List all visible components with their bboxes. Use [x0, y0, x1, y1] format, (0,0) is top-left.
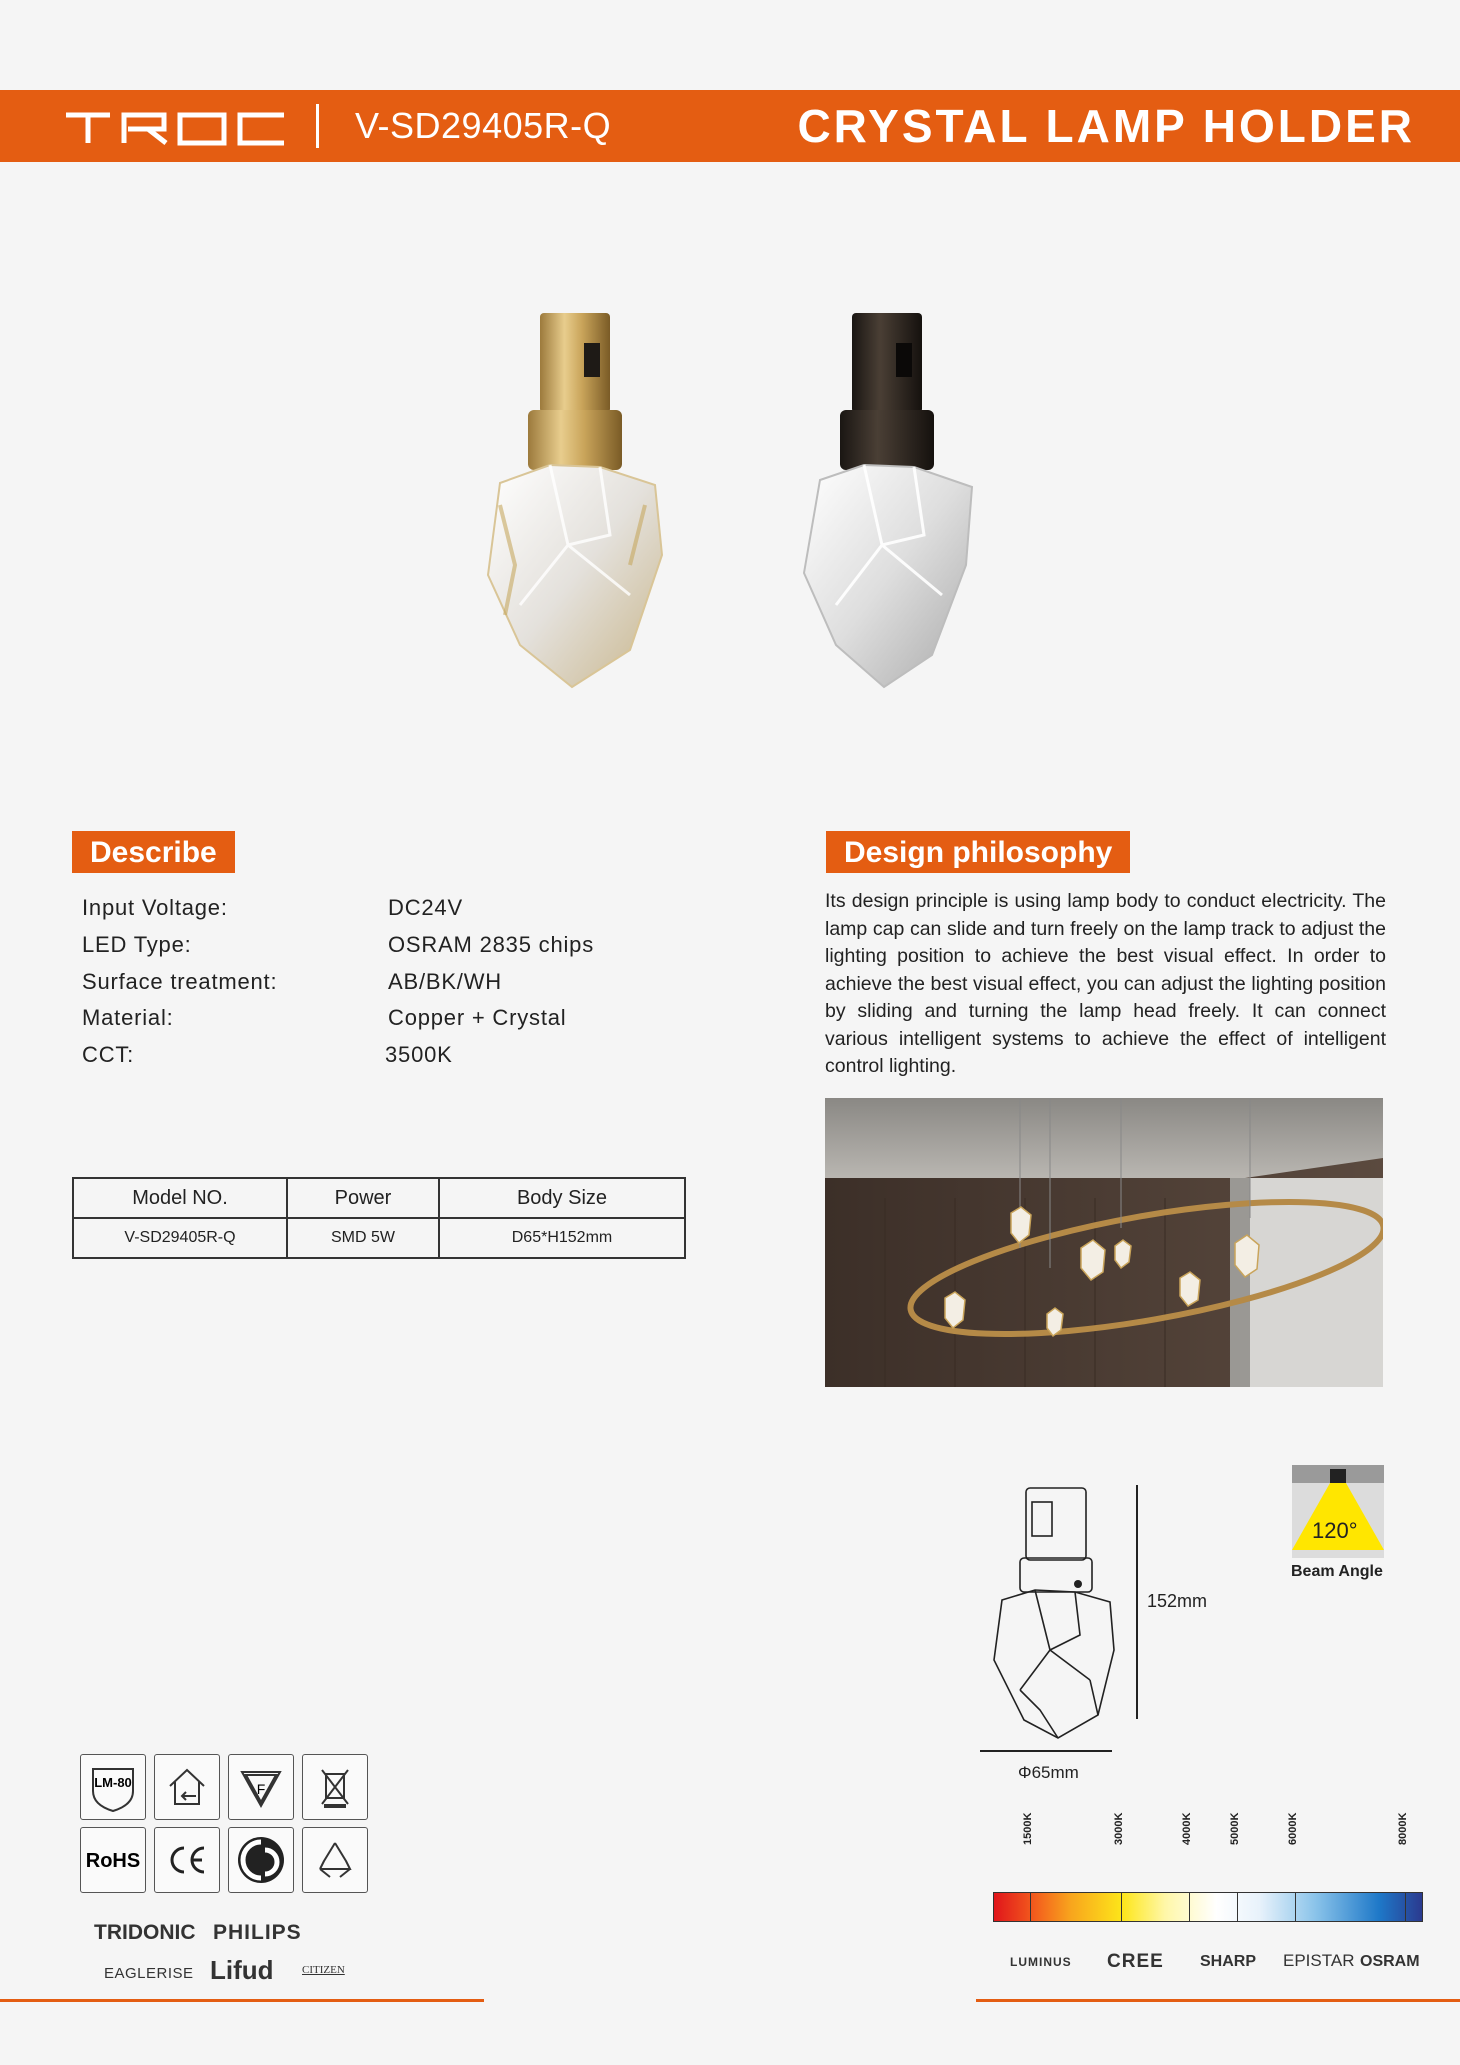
model-table: [72, 1177, 686, 1259]
weee-icon: [302, 1754, 368, 1820]
beam-angle-icon: [1292, 1465, 1384, 1558]
brand-citizen: CITIZEN: [302, 1964, 345, 1976]
page-title: CRYSTAL LAMP HOLDER: [797, 100, 1415, 152]
green-dot-icon: [228, 1827, 294, 1893]
product-image-brass: [480, 305, 670, 695]
brand-sharp: SHARP: [1200, 1953, 1257, 1970]
spec-key-input-voltage: Input Voltage:: [82, 895, 228, 920]
brand-philips: PHILIPS: [213, 1921, 302, 1944]
cct-tick-8000: 8000K: [1397, 1812, 1409, 1845]
cct-tick-line-1500: [1030, 1892, 1031, 1922]
table-header-body-size: Body Size: [439, 1178, 685, 1218]
cct-tick-6000: 6000K: [1287, 1812, 1299, 1845]
brand-cree: CREE: [1107, 1951, 1164, 1972]
cct-tick-line-6000: [1295, 1892, 1296, 1922]
svg-text:LM-80: LM-80: [94, 1775, 132, 1790]
spec-value-input-voltage: DC24V: [388, 895, 463, 920]
spec-value-cct: 3500K: [385, 1042, 453, 1067]
brand-lifud: Lifud: [210, 1955, 274, 1985]
indoor-use-icon: [154, 1754, 220, 1820]
cct-tick-3000: 3000K: [1113, 1812, 1125, 1845]
recycle-icon: [302, 1827, 368, 1893]
footer-line-left: [0, 1999, 484, 2002]
installation-photo: [825, 1098, 1383, 1387]
diameter-dimension-line: [980, 1750, 1112, 1752]
brand-eaglerise: EAGLERISE: [104, 1965, 194, 1982]
design-philosophy-label: Design philosophy: [826, 831, 1130, 873]
spec-value-surface: AB/BK/WH: [388, 969, 502, 994]
f-mark-icon: [228, 1754, 294, 1820]
troc-logo: [62, 100, 292, 150]
header-separator: [316, 104, 319, 148]
rohs-icon: [80, 1827, 146, 1893]
svg-text:RoHS: RoHS: [85, 1850, 141, 1872]
brand-osram: OSRAM: [1360, 1953, 1420, 1970]
table-header-model: Model NO.: [73, 1178, 287, 1218]
design-philosophy-text: Its design principle is using lamp body to conduct electricity. The lamp cap can slide and turn freely on the lamp track to adjust the lighting position to achieve the best visual effect. In order to achieve the best visual effect, you can adjust the lighting position by sliding and turning the lamp head freely. It can connect various intelligent systems to achieve the effect of intelligent control lighting.: [825, 890, 1386, 1077]
header-model-number: V-SD29405R-Q: [355, 105, 612, 146]
table-cell-body-size: D65*H152mm: [439, 1218, 685, 1258]
cct-tick-4000: 4000K: [1181, 1812, 1193, 1845]
product-image-black: [792, 305, 982, 695]
lm80-icon: [80, 1754, 146, 1820]
spec-value-led-type: OSRAM 2835 chips: [388, 932, 594, 957]
spec-key-cct: CCT:: [82, 1042, 135, 1067]
cct-tick-line-8000: [1405, 1892, 1406, 1922]
spec-key-material: Material:: [82, 1005, 174, 1030]
cct-tick-line-4000: [1189, 1892, 1190, 1922]
table-row: [73, 1218, 685, 1258]
dimension-drawing: [980, 1480, 1160, 1765]
footer-line-right: [976, 1999, 1460, 2002]
height-dimension-label: 152mm: [1147, 1591, 1208, 1611]
ce-icon: [154, 1827, 220, 1893]
brand-luminus: LUMINUS: [1010, 1955, 1072, 1969]
cct-tick-1500: 1500K: [1022, 1812, 1034, 1845]
beam-angle-value: 120°: [1312, 1518, 1358, 1543]
cct-gradient-bar: [993, 1892, 1423, 1922]
diameter-dimension-label: Φ65mm: [1018, 1763, 1079, 1782]
svg-text:F: F: [256, 1781, 266, 1797]
height-dimension-line: [1136, 1485, 1138, 1719]
brand-tridonic: TRIDONIC: [94, 1921, 196, 1944]
spec-value-material: Copper + Crystal: [388, 1005, 567, 1030]
table-cell-power: SMD 5W: [287, 1218, 439, 1258]
cct-tick-line-3000: [1121, 1892, 1122, 1922]
table-header-power: Power: [287, 1178, 439, 1218]
cct-tick-5000: 5000K: [1229, 1812, 1241, 1845]
cct-tick-line-5000: [1237, 1892, 1238, 1922]
spec-key-led-type: LED Type:: [82, 932, 192, 957]
brand-epistar: EPISTAR: [1283, 1951, 1355, 1970]
spec-key-surface: Surface treatment:: [82, 969, 278, 994]
table-cell-model: V-SD29405R-Q: [73, 1218, 287, 1258]
beam-angle-label: Beam Angle: [1291, 1563, 1383, 1580]
describe-label: Describe: [72, 831, 235, 873]
